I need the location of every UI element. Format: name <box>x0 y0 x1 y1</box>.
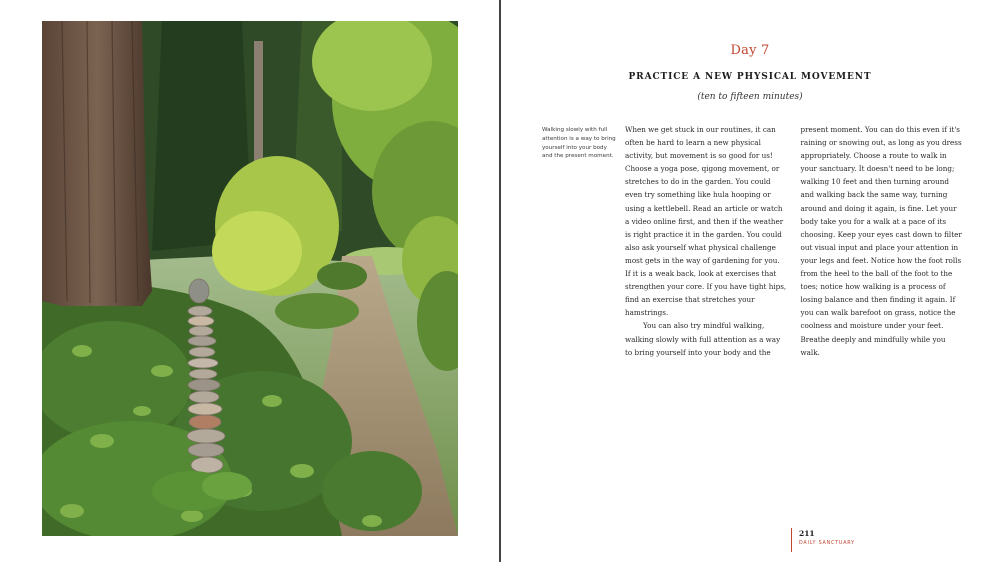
section-headline: PRACTICE A NEW PHYSICAL MOVEMENT <box>628 72 872 82</box>
page-number: 211 <box>799 529 815 538</box>
body-paragraph: You can also try mindful walking, walking slowly with full attention as a way to bring yourself into your body and the present moment. You can do this even if it's raining or snowing out, as long as you dress appropriately. Choose a route to walk in your sanctuary. It doesn't need to be long; walking 10 feet and then turning around and walking back the same way, turning around and doing it again, is fine. Let your body take you for a walk at a pace of its choosing. Keep your eyes cast down to filter out visual input and place your attention in your legs and feet. Notice how the foot rolls from the heel to the ball of the foot to the toes; notice how walking is a process of losing balance and then finding it again. If you can walk barefoot on grass, notice the coolness and moisture under your feet. Breathe deeply and mindfully while you walk. <box>625 125 962 357</box>
body-text <box>625 123 962 363</box>
running-head: DAILY SANCTUARY <box>799 541 855 546</box>
body-paragraph: When we get stuck in our routines, it can often be hard to learn a new physical activity, but movement is so good for us! Choose a yoga pose, qigong movement, or stretches to do in the garden. You could even try something like hula hooping or using a kettlebell. Read an article or watch a video online first, and then if the weather is right practice it in the garden. You could also ask yourself what physical challenge most gets in the way of gardening for you. If it is a weak back, look at exercises that strengthen your core. If you have tight hips, find an exercise that stretches your hamstrings. <box>625 125 787 318</box>
garden-photo <box>42 21 458 536</box>
garden-path-illustration <box>42 21 458 536</box>
duration-subtitle: (ten to fifteen minutes) <box>697 92 803 102</box>
day-title: Day 7 <box>730 43 770 58</box>
margin-note: Walking slowly with full attention is a way to bring yourself into your body and the present moment. <box>542 127 616 160</box>
footer-rule <box>791 528 792 552</box>
